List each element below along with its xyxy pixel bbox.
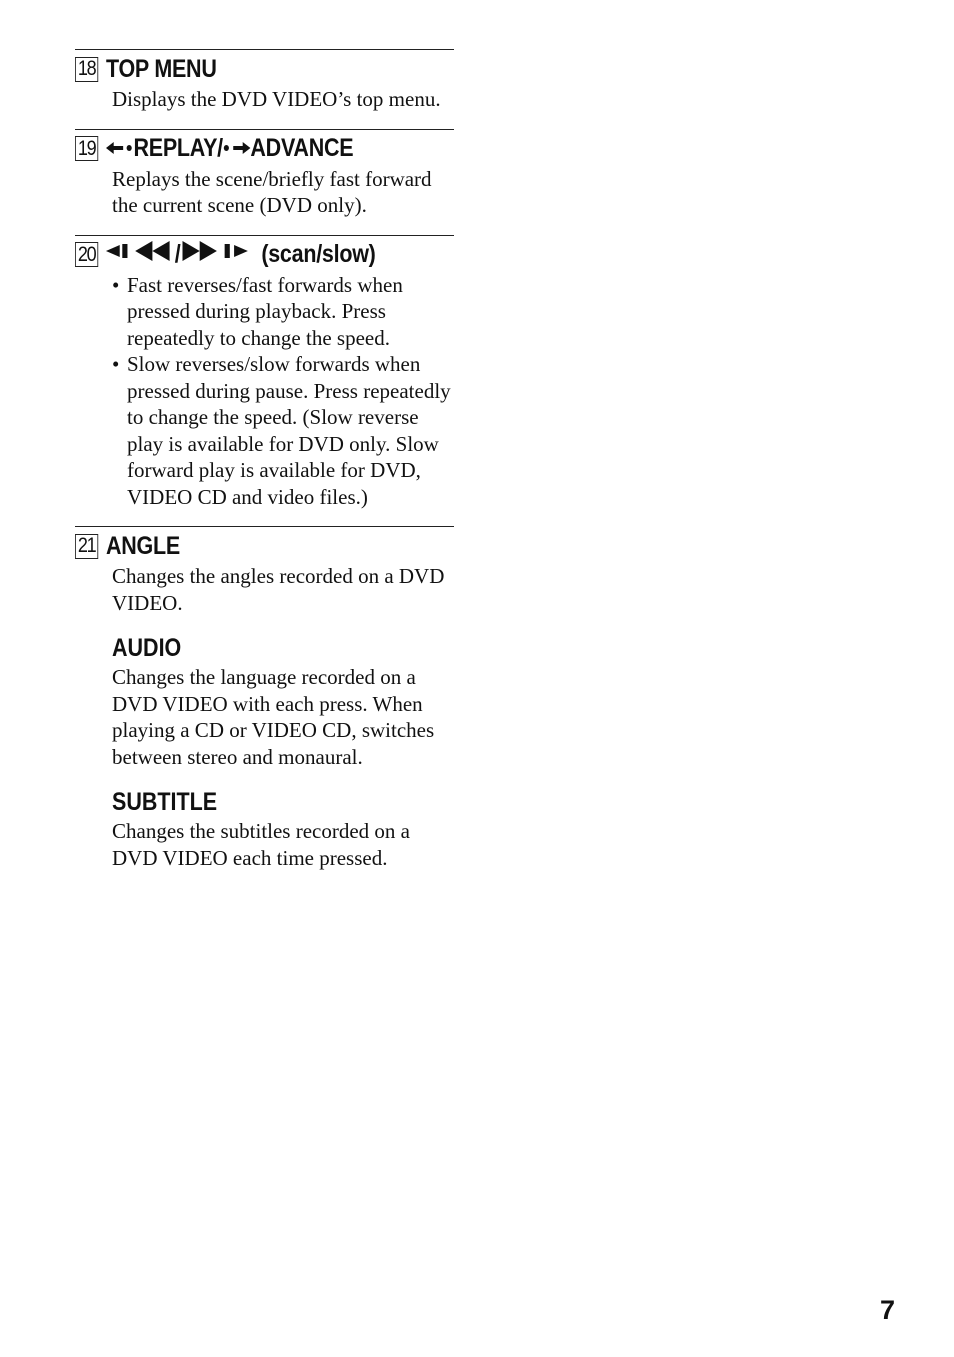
description: Changes the subtitles recorded on a DVD VIDEO each time pressed. (112, 819, 410, 870)
list-item: • Fast reverses/fast forwards when pressed during playback. Press repeatedly to change the speed. (112, 272, 454, 352)
page-number: 7 (880, 1295, 896, 1325)
scan-slow-forward-icon (180, 240, 252, 269)
description: Displays the DVD VIDEO’s top menu. (112, 87, 441, 111)
bullet-list (112, 272, 454, 511)
item-number: 20 (75, 242, 98, 267)
subsection-body-audio (112, 663, 454, 776)
heading-separator: / (174, 240, 181, 268)
advance-arrow-icon (223, 134, 251, 163)
section-heading (75, 239, 401, 271)
item-number: 18 (75, 57, 98, 82)
section-body (112, 85, 454, 119)
heading-title: ANGLE (105, 531, 180, 560)
item-number: 19 (75, 136, 98, 161)
content-column (75, 49, 454, 877)
description: Changes the angles recorded on a DVD VIDEO. (112, 564, 445, 615)
section-top-menu (75, 49, 454, 119)
list-item: • Slow reverses/slow forwards when pressed during pause. Press repeatedly to change the speed. (Slow reverse play is available for DVD only. Slow forward play is available for DVD, VIDEO CD and video files.) (112, 351, 454, 510)
description: Replays the scene/briefly fast forward the current scene (DVD only). (112, 166, 432, 217)
subsection-body-subtitle (112, 817, 454, 877)
section-body (112, 165, 454, 225)
section-body (112, 562, 454, 622)
heading-title-scan-slow: (scan/slow) (261, 240, 376, 268)
section-angle (75, 526, 454, 877)
heading-title-advance: ADVANCE (250, 134, 354, 162)
section-scan-slow (75, 235, 454, 517)
heading-title-replay: REPLAY/ (133, 134, 223, 162)
scan-slow-reverse-icon (106, 240, 175, 269)
section-replay-advance (75, 129, 454, 225)
section-heading (75, 53, 401, 85)
section-heading (75, 530, 401, 562)
item-number: 21 (75, 534, 98, 559)
subheading-audio: AUDIO (112, 633, 182, 662)
heading-title: TOP MENU (105, 54, 217, 83)
subheading-subtitle: SUBTITLE (112, 787, 218, 816)
section-heading (75, 133, 401, 165)
description: Changes the language recorded on a DVD VIDEO with each press. When playing a CD or VIDEO CD, switches between stereo and monaural. (112, 665, 435, 769)
replay-arrow-icon (106, 134, 134, 163)
section-body (112, 271, 454, 517)
